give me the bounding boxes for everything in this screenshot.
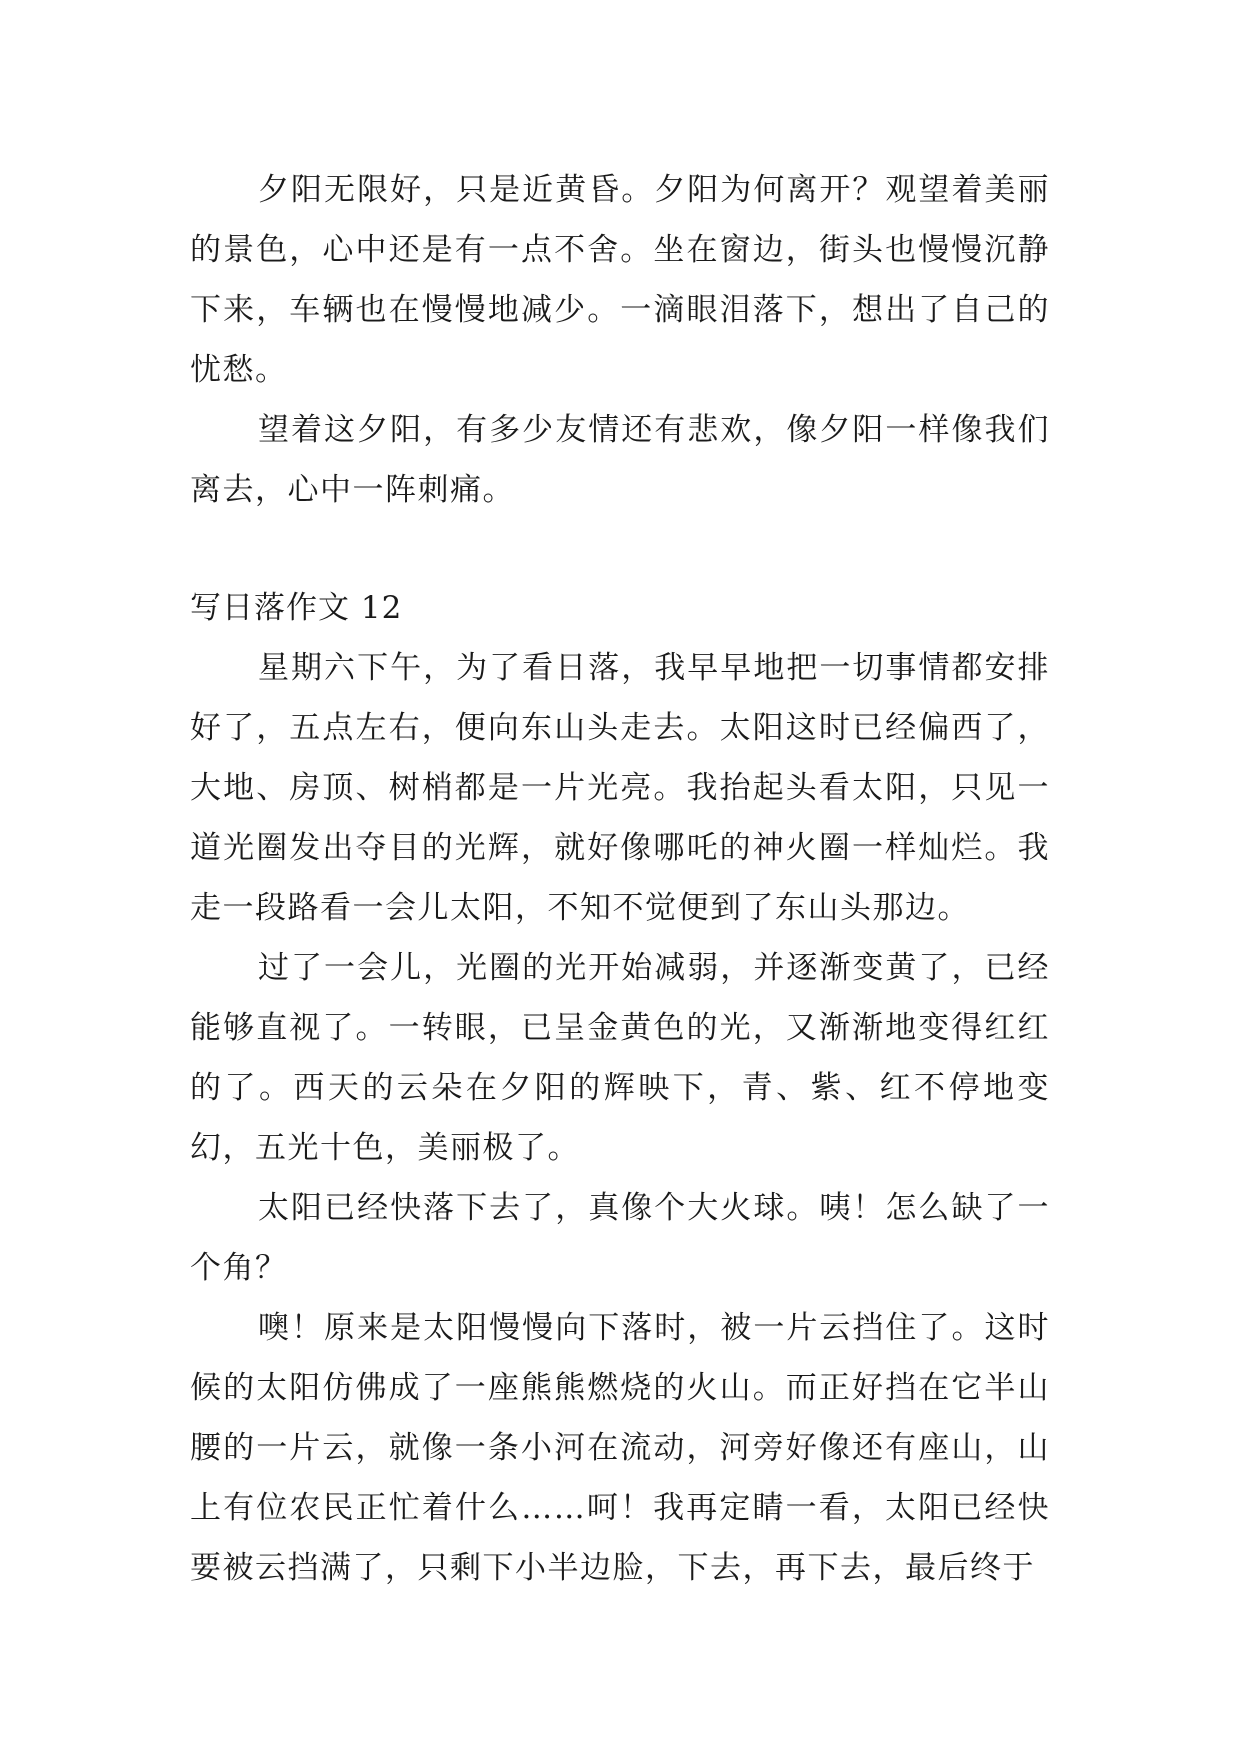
paragraph: 过了一会儿，光圈的光开始减弱，并逐渐变黄了，已经能够直视了。一转眼，已呈金黄色的光，又渐渐地变得红红的了。西天的云朵在夕阳的辉映下，青、紫、红不停地变幻，五光十色，美丽极了。 [190, 950, 1050, 1166]
paragraph: 噢！原来是太阳慢慢向下落时，被一片云挡住了。这时候的太阳仿佛成了一座熊熊燃烧的火山。而正好挡在它半山腰的一片云，就像一条小河在流动，河旁好像还有座山，山上有位农民正忙着什么……呵！我再定睛一看，太阳已经快要被云挡满了，只剩下小半边脸，下去，再下去，最后终于 [190, 1310, 1050, 1586]
paragraph: 望着这夕阳，有多少友情还有悲欢，像夕阳一样像我们离去，心中一阵刺痛。 [190, 412, 1050, 508]
paragraph: 太阳已经快落下去了，真像个大火球。咦！怎么缺了一个角？ [190, 1190, 1050, 1286]
paragraph: 夕阳无限好，只是近黄昏。夕阳为何离开？观望着美丽的景色，心中还是有一点不舍。坐在窗边，街头也慢慢沉静下来，车辆也在慢慢地减少。一滴眼泪落下，想出了自己的忧愁。 [190, 172, 1050, 388]
section-title: 写日落作文 12 [190, 590, 403, 626]
paragraph: 星期六下午，为了看日落，我早早地把一切事情都安排好了，五点左右，便向东山头走去。太阳这时已经偏西了，大地、房顶、树梢都是一片光亮。我抬起头看太阳，只见一道光圈发出夺目的光辉，就好像哪吒的神火圈一样灿烂。我走一段路看一会儿太阳，不知不觉便到了东山头那边。 [190, 650, 1050, 926]
document-body [190, 160, 1050, 1598]
section-gap [190, 520, 1050, 578]
